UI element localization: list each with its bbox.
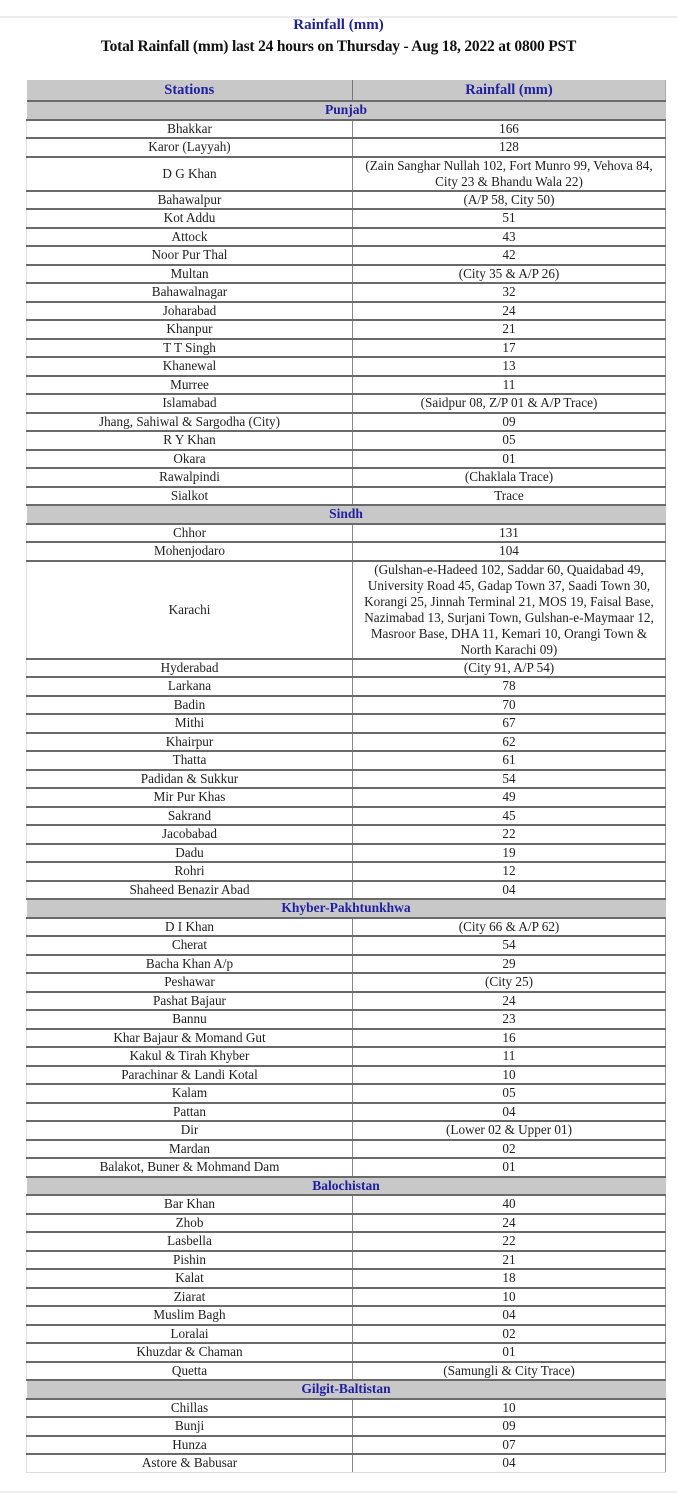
rainfall-value: 24 xyxy=(353,1214,666,1233)
rainfall-value: 07 xyxy=(353,1436,666,1455)
table-row xyxy=(27,1251,666,1270)
rainfall-value: 11 xyxy=(353,376,666,395)
table-row xyxy=(27,770,666,789)
region-name: Balochistan xyxy=(27,1177,666,1196)
station-name: Parachinar & Landi Kotal xyxy=(27,1066,353,1085)
region-name: Gilgit-Baltistan xyxy=(27,1380,666,1399)
station-name: Hyderabad xyxy=(27,659,353,678)
rainfall-value: 05 xyxy=(353,1084,666,1103)
table-row xyxy=(27,339,666,358)
station-name: Dir xyxy=(27,1121,353,1140)
station-name: Murree xyxy=(27,376,353,395)
rainfall-value: Trace xyxy=(353,487,666,506)
rainfall-value: 01 xyxy=(353,1158,666,1177)
rainfall-value: 70 xyxy=(353,696,666,715)
station-name: Karor (Layyah) xyxy=(27,138,353,157)
rainfall-value: 40 xyxy=(353,1195,666,1214)
rainfall-value: 42 xyxy=(353,246,666,265)
table-row xyxy=(27,973,666,992)
station-name: Pattan xyxy=(27,1103,353,1122)
station-name: Chhor xyxy=(27,524,353,543)
table-row xyxy=(27,302,666,321)
station-name: Loralai xyxy=(27,1325,353,1344)
station-name: Bannu xyxy=(27,1010,353,1029)
station-name: Karachi xyxy=(27,561,353,659)
region-row xyxy=(27,505,666,524)
table-row xyxy=(27,265,666,284)
station-name: Islamabad xyxy=(27,394,353,413)
station-name: Quetta xyxy=(27,1362,353,1381)
rainfall-value: 10 xyxy=(353,1288,666,1307)
table-row xyxy=(27,524,666,543)
station-name: Khuzdar & Chaman xyxy=(27,1343,353,1362)
column-header-rainfall: Rainfall (mm) xyxy=(353,80,666,101)
rainfall-value: 131 xyxy=(353,524,666,543)
rainfall-value: 128 xyxy=(353,138,666,157)
table-row xyxy=(27,1232,666,1251)
rainfall-value: (Samungli & City Trace) xyxy=(353,1362,666,1381)
station-name: Rawalpindi xyxy=(27,468,353,487)
region-name: Sindh xyxy=(27,505,666,524)
station-name: Bunji xyxy=(27,1417,353,1436)
station-name: Cherat xyxy=(27,936,353,955)
rainfall-value: 51 xyxy=(353,209,666,228)
rainfall-value: 43 xyxy=(353,228,666,247)
rainfall-value: 22 xyxy=(353,1232,666,1251)
station-name: Mardan xyxy=(27,1140,353,1159)
station-name: Pishin xyxy=(27,1251,353,1270)
table-row xyxy=(27,1010,666,1029)
table-row xyxy=(27,844,666,863)
rainfall-value: 104 xyxy=(353,542,666,561)
rainfall-value: 29 xyxy=(353,955,666,974)
table-row xyxy=(27,394,666,413)
station-name: Kalam xyxy=(27,1084,353,1103)
rainfall-value: 16 xyxy=(353,1029,666,1048)
rainfall-value: 01 xyxy=(353,450,666,469)
station-name: Mithi xyxy=(27,714,353,733)
station-name: R Y Khan xyxy=(27,431,353,450)
rainfall-value: (A/P 58, City 50) xyxy=(353,191,666,210)
station-name: Khanpur xyxy=(27,320,353,339)
table-row xyxy=(27,881,666,900)
station-name: Khairpur xyxy=(27,733,353,752)
table-row xyxy=(27,1140,666,1159)
table-row xyxy=(27,918,666,937)
station-name: T T Singh xyxy=(27,339,353,358)
rainfall-value: 54 xyxy=(353,936,666,955)
station-name: Padidan & Sukkur xyxy=(27,770,353,789)
rainfall-value: 21 xyxy=(353,1251,666,1270)
station-name: D I Khan xyxy=(27,918,353,937)
rainfall-value: 24 xyxy=(353,992,666,1011)
station-name: Okara xyxy=(27,450,353,469)
region-row xyxy=(27,899,666,918)
station-name: Khanewal xyxy=(27,357,353,376)
table-row xyxy=(27,1288,666,1307)
rainfall-value: 09 xyxy=(353,413,666,432)
table-row xyxy=(27,376,666,395)
table-row xyxy=(27,936,666,955)
station-name: Bar Khan xyxy=(27,1195,353,1214)
table-row xyxy=(27,487,666,506)
station-name: Kalat xyxy=(27,1269,353,1288)
table-row xyxy=(27,228,666,247)
rainfall-value: 05 xyxy=(353,431,666,450)
table-row xyxy=(27,283,666,302)
table-row xyxy=(27,1269,666,1288)
table-row xyxy=(27,714,666,733)
rainfall-table xyxy=(26,80,666,1473)
region-row xyxy=(27,1380,666,1399)
rainfall-value: (Zain Sanghar Nullah 102, Fort Munro 99, Vehova 84, City 23 & Bhandu Wala 22) xyxy=(353,157,666,191)
rainfall-value: 49 xyxy=(353,788,666,807)
table-row xyxy=(27,413,666,432)
rainfall-value: 09 xyxy=(353,1417,666,1436)
rainfall-value: 54 xyxy=(353,770,666,789)
rainfall-value: (City 91, A/P 54) xyxy=(353,659,666,678)
table-row xyxy=(27,320,666,339)
station-name: Shaheed Benazir Abad xyxy=(27,881,353,900)
station-name: Khar Bajaur & Momand Gut xyxy=(27,1029,353,1048)
rainfall-value: 78 xyxy=(353,677,666,696)
rainfall-value: 01 xyxy=(353,1343,666,1362)
rainfall-value: (Lower 02 & Upper 01) xyxy=(353,1121,666,1140)
table-row xyxy=(27,1066,666,1085)
station-name: Ziarat xyxy=(27,1288,353,1307)
table-row xyxy=(27,1047,666,1066)
table-row xyxy=(27,1362,666,1381)
station-name: Chillas xyxy=(27,1399,353,1418)
region-row xyxy=(27,101,666,120)
table-row xyxy=(27,696,666,715)
rainfall-value: 11 xyxy=(353,1047,666,1066)
region-row xyxy=(27,1177,666,1196)
rainfall-value: (Gulshan-e-Hadeed 102, Saddar 60, Quaidabad 49, University Road 45, Gadap Town 37, Saadi Town 30, Korangi 25, Jinnah Terminal 21, MOS 19, Faisal Base, Nazimabad 13, Surjani Town, Gulshan-e-Maymaar 12, Masroor Base, DHA 11, Kemari 10, Orangi Town & North Karachi 09) xyxy=(353,561,666,659)
table-row xyxy=(27,1195,666,1214)
table-row xyxy=(27,468,666,487)
table-row xyxy=(27,1417,666,1436)
station-name: Muslim Bagh xyxy=(27,1306,353,1325)
rainfall-value: 23 xyxy=(353,1010,666,1029)
rainfall-value: 10 xyxy=(353,1066,666,1085)
table-row xyxy=(27,733,666,752)
table-row xyxy=(27,659,666,678)
station-name: Lasbella xyxy=(27,1232,353,1251)
rainfall-value: (Chaklala Trace) xyxy=(353,468,666,487)
station-name: Astore & Babusar xyxy=(27,1454,353,1472)
rainfall-value: (City 66 & A/P 62) xyxy=(353,918,666,937)
station-name: Jhang, Sahiwal & Sargodha (City) xyxy=(27,413,353,432)
station-name: Zhob xyxy=(27,1214,353,1233)
rainfall-value: 13 xyxy=(353,357,666,376)
rainfall-value: 12 xyxy=(353,862,666,881)
station-name: Bacha Khan A/p xyxy=(27,955,353,974)
rainfall-value: (Saidpur 08, Z/P 01 & A/P Trace) xyxy=(353,394,666,413)
table-row xyxy=(27,120,666,139)
station-name: Attock xyxy=(27,228,353,247)
station-name: Sialkot xyxy=(27,487,353,506)
rainfall-value: 62 xyxy=(353,733,666,752)
table-row xyxy=(27,138,666,157)
rainfall-value: 45 xyxy=(353,807,666,826)
table-row xyxy=(27,1343,666,1362)
column-header-stations: Stations xyxy=(27,80,353,101)
table-row xyxy=(27,191,666,210)
table-row xyxy=(27,862,666,881)
station-name: Mir Pur Khas xyxy=(27,788,353,807)
table-row xyxy=(27,677,666,696)
station-name: Bahawalpur xyxy=(27,191,353,210)
table-row xyxy=(27,1103,666,1122)
rainfall-value: 17 xyxy=(353,339,666,358)
station-name: Pashat Bajaur xyxy=(27,992,353,1011)
table-row xyxy=(27,357,666,376)
region-name: Khyber-Pakhtunkhwa xyxy=(27,899,666,918)
table-row xyxy=(27,807,666,826)
table-row xyxy=(27,561,666,659)
station-name: Larkana xyxy=(27,677,353,696)
table-row xyxy=(27,825,666,844)
station-name: Bhakkar xyxy=(27,120,353,139)
station-name: Multan xyxy=(27,265,353,284)
page-title: Rainfall (mm) xyxy=(293,17,384,33)
table-row xyxy=(27,1121,666,1140)
bottom-divider xyxy=(0,1491,677,1493)
station-name: Kakul & Tirah Khyber xyxy=(27,1047,353,1066)
rainfall-value: (City 35 & A/P 26) xyxy=(353,265,666,284)
table-row xyxy=(27,450,666,469)
station-name: Joharabad xyxy=(27,302,353,321)
rainfall-value: 166 xyxy=(353,120,666,139)
station-name: Badin xyxy=(27,696,353,715)
rainfall-value: 02 xyxy=(353,1140,666,1159)
table-row xyxy=(27,1214,666,1233)
station-name: Thatta xyxy=(27,751,353,770)
rainfall-value: 67 xyxy=(353,714,666,733)
table-row xyxy=(27,431,666,450)
rainfall-value: 22 xyxy=(353,825,666,844)
rainfall-value: 18 xyxy=(353,1269,666,1288)
table-row xyxy=(27,1399,666,1418)
table-row xyxy=(27,542,666,561)
table-row xyxy=(27,751,666,770)
table-row xyxy=(27,1084,666,1103)
rainfall-value: 61 xyxy=(353,751,666,770)
page-subtitle: Total Rainfall (mm) last 24 hours on Thursday - Aug 18, 2022 at 0800 PST xyxy=(100,38,577,55)
station-name: Bahawalnagar xyxy=(27,283,353,302)
table-row xyxy=(27,992,666,1011)
station-name: Jacobabad xyxy=(27,825,353,844)
station-name: Noor Pur Thal xyxy=(27,246,353,265)
station-name: Kot Addu xyxy=(27,209,353,228)
table-row xyxy=(27,1158,666,1177)
station-name: Dadu xyxy=(27,844,353,863)
station-name: Hunza xyxy=(27,1436,353,1455)
table-header-row xyxy=(27,80,666,101)
table-row xyxy=(27,209,666,228)
table-body xyxy=(27,101,666,1472)
station-name: Peshawar xyxy=(27,973,353,992)
station-name: Rohri xyxy=(27,862,353,881)
rainfall-value: 10 xyxy=(353,1399,666,1418)
table-row xyxy=(27,788,666,807)
rainfall-value: 32 xyxy=(353,283,666,302)
rainfall-value: 21 xyxy=(353,320,666,339)
table-row xyxy=(27,1325,666,1344)
table-row xyxy=(27,955,666,974)
table-row xyxy=(27,1436,666,1455)
table-row xyxy=(27,1306,666,1325)
rainfall-value: 04 xyxy=(353,1306,666,1325)
station-name: Mohenjodaro xyxy=(27,542,353,561)
table-row xyxy=(27,157,666,191)
rainfall-value: 02 xyxy=(353,1325,666,1344)
station-name: D G Khan xyxy=(27,157,353,191)
station-name: Balakot, Buner & Mohmand Dam xyxy=(27,1158,353,1177)
rainfall-value: 04 xyxy=(353,881,666,900)
table-row xyxy=(27,1029,666,1048)
rainfall-value: 04 xyxy=(353,1454,666,1472)
rainfall-value: 24 xyxy=(353,302,666,321)
station-name: Sakrand xyxy=(27,807,353,826)
table-row xyxy=(27,1454,666,1472)
region-name: Punjab xyxy=(27,101,666,120)
rainfall-value: 19 xyxy=(353,844,666,863)
rainfall-value: 04 xyxy=(353,1103,666,1122)
rainfall-value: (City 25) xyxy=(353,973,666,992)
table-row xyxy=(27,246,666,265)
